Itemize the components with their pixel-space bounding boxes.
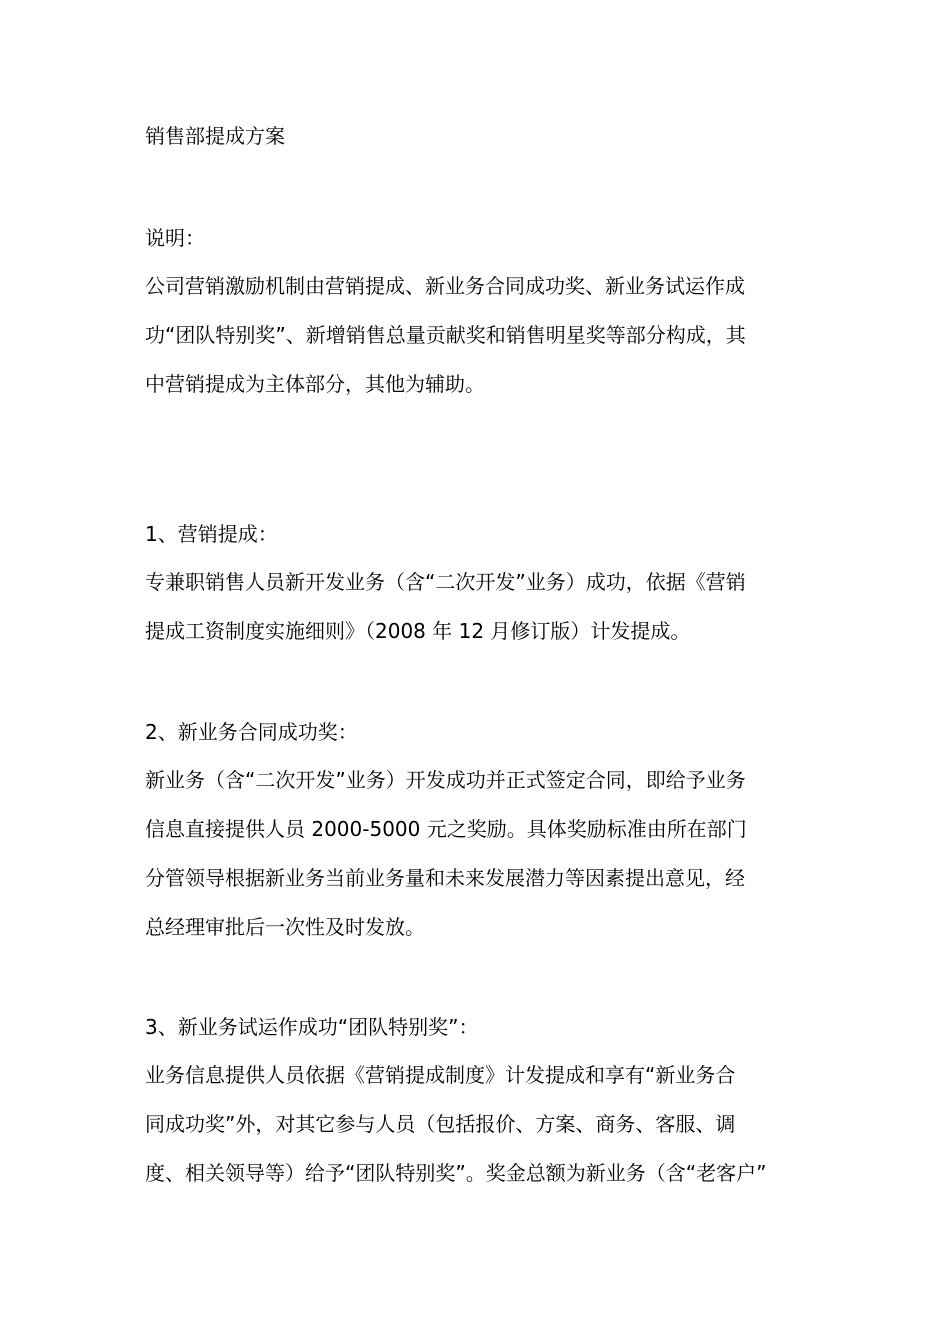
- section-heading: 3、新业务试运作成功“团队特别奖”：: [145, 1015, 479, 1039]
- document-title: 销售部提成方案: [145, 124, 285, 148]
- body-line: 提成工资制度实施细则》（2008 年 12 月修订版）计发提成。: [145, 619, 691, 643]
- section-3: [145, 1013, 815, 1198]
- body-line: 同成功奖”外，对其它参与人员（包括报价、方案、商务、客服、调: [145, 1112, 736, 1136]
- body-line: 度、相关领导等）给予“团队特别奖”。奖金总额为新业务（含“老客户”: [145, 1161, 767, 1185]
- section-body: [145, 756, 815, 952]
- section-body: [145, 558, 815, 656]
- body-line: 功“团队特别奖”、新增销售总量贡献奖和销售明星奖等部分构成，其: [145, 323, 746, 347]
- section-2: [145, 718, 815, 952]
- body-line: 分管领导根据新业务当前业务量和未来发展潜力等因素提出意见，经: [145, 866, 745, 890]
- section-heading: 说明：: [145, 226, 205, 250]
- section-1: [145, 520, 815, 656]
- section-body: [145, 1051, 815, 1198]
- body-line: 新业务（含“二次开发”业务）开发成功并正式签定合同，即给予业务: [145, 768, 746, 792]
- body-line: 专兼职销售人员新开发业务（含“二次开发”业务）成功，依据《营销: [145, 570, 746, 594]
- body-line: 总经理审批后一次性及时发放。: [145, 915, 425, 939]
- section-intro: [145, 224, 815, 409]
- body-line: 信息直接提供人员 2000-5000 元之奖励。具体奖励标准由所在部门: [145, 817, 747, 841]
- section-body: [145, 262, 815, 409]
- body-line: 业务信息提供人员依据《营销提成制度》计发提成和享有“新业务合: [145, 1063, 736, 1087]
- section-heading: 2、新业务合同成功奖：: [145, 720, 358, 744]
- body-line: 中营销提成为主体部分，其他为辅助。: [145, 372, 485, 396]
- section-heading: 1、营销提成：: [145, 522, 278, 546]
- body-line: 公司营销激励机制由营销提成、新业务合同成功奖、新业务试运作成: [145, 274, 745, 298]
